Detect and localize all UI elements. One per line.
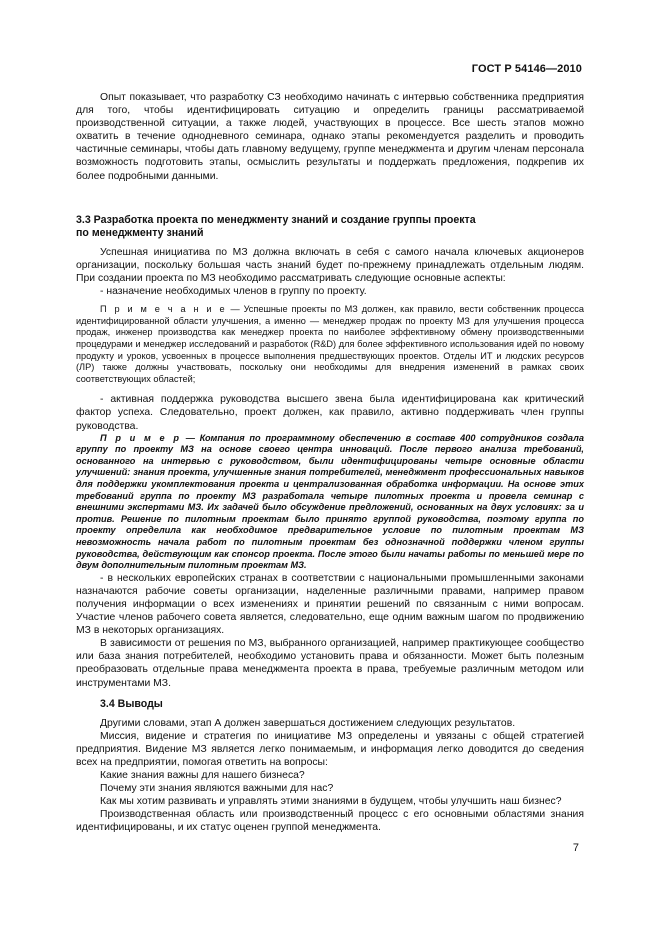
question-1: Какие знания важны для нашего бизнеса? xyxy=(100,770,305,782)
question-2: Почему эти знания являются важными для нас? xyxy=(100,783,334,795)
aspect-item-3: - в нескольких европейских странах в соответствии с национальными промышленными законами назначаются рабочие советы организации, наделенные различными правами, например правом получения информации о всех изменениях и принятии решений по связанным с ними вопросам. Участие членов рабочего совета является, следовательно, еще одним важным шагом по продвижению МЗ в некоторых организациях. xyxy=(76,572,584,637)
section-3-3-title-line2: по менеджменту знаний xyxy=(76,226,204,239)
section-3-4-paragraph-2: Миссия, видение и стратегия по инициативе МЗ определены и увязаны с общей стратегией предприятия. Видение МЗ является легко понимаемым, и информация легко доводится до сведения всех на предприятии, помогая ответить на вопросы: xyxy=(76,730,584,768)
page-number: 7 xyxy=(572,842,579,854)
page-content xyxy=(76,91,584,835)
section-3-3-heading xyxy=(76,214,584,240)
section-3-3-title-line1: 3.3 Разработка проекта по менеджменту знаний и создание группы проекта xyxy=(76,213,476,226)
note-block xyxy=(76,304,584,385)
section-3-4-title: 3.4 Выводы xyxy=(100,697,163,710)
standard-header: ГОСТ Р 54146—2010 xyxy=(471,63,582,75)
note-text: — Успешные проекты по МЗ должен, как правило, вести собственник процесса идентифицированной области улучшения, а именно — менеджер продаж по проекту МЗ для улучшения процесса продаж, инженер производства как менеджер проекта по наиболее эффективному обмену производственными процедурами и менеджер исследований и разработок (R&D) для более эффективного использования идей по новому продукту и уроков, усвоенных в процессе выполнения предшествующих проектов. Отделы ИТ и людских ресурсов (ЛР) также должны участвовать, поскольку они необходимы для внедрения изменений в рамках своих соответствующих областей; xyxy=(76,304,584,384)
intro-paragraph: Опыт показывает, что разработку СЗ необходимо начинать с интервью собственника предприятия для того, чтобы идентифицировать ситуацию и определить границы рассматриваемой производственной ситуации, а также людей, участвующих в процессе. Все шесть этапов можно охватить в течение однодневного семинара, однако этапы рекомендуется разделить и проводить частичные семинары, чтобы дать главному ведущему, группе менеджмента и другим членам персонала возможность подготовить этапы, осмыслить результаты и поддержать предложения, подкрепив их более подробными данными. xyxy=(76,92,584,182)
aspect-item-1: - назначение необходимых членов в группу по проекту. xyxy=(100,286,367,298)
section-3-4-paragraph-3: Производственная область или производственный процесс с его основными областями знания идентифицированы, и их статус оценен группой менеджмента. xyxy=(76,809,584,834)
section-3-3-paragraph-2: В зависимости от решения по МЗ, выбранного организацией, например практикующее сообщество или база знания потребителей, необходимо установить права и обязанности. Может быть полезным преобразовать отдельные права менеджмента проекта в права, требуемые различным методом или инструментами МЗ. xyxy=(76,638,584,689)
section-3-3-paragraph-1: Успешная инициатива по МЗ должна включать в себя с самого начала ключевых акционеров организации, поскольку большая часть знаний будет по-прежнему принадлежать отдельным людям. При создании проекта по МЗ необходимо рассматривать следующие основные аспекты: xyxy=(76,246,584,285)
example-label: П р и м е р xyxy=(100,432,181,443)
example-block xyxy=(76,433,584,572)
aspect-item-2: - активная поддержка руководства высшего звена была идентифицирована как критический фактор успеха. Следовательно, проект должен, как правило, активно поддерживать член группы руководства. xyxy=(76,394,584,432)
section-3-4-paragraph-1: Другими словами, этап А должен завершаться достижением следующих результатов. xyxy=(100,717,516,729)
example-text: — Компания по программному обеспечению в составе 400 сотрудников создала группу по проекту МЗ на основе своего центра инноваций. После первого анализа требований, основанного на интервью с руководством, были идентифицированы четыре основные области улучшений: знания проекта, улучшенные знания потребителей, менеджмент профессиональных навыков для поддержки укомплектования проекта и централизованная обработка информации. На основе этих требований группа по проекту МЗ разработала четыре пилотных проекта и провела семинар с внешними экспертами МЗ. Их задачей было обсуждение предложений, основанных на двух условиях: за и против. Решение по пилотным проектам было принято группой руководства, поэтому группа по проекту определила как необходимое предварительное условие по пилотным проектам МЗ невозможность начала работ по пилотным проектам без однозначной поддержки членом группы руководства, действующим как спонсор проекта. После этого были начаты работы по меньшей мере по двум дополнительным пилотным проектам МЗ. xyxy=(76,432,584,571)
question-3: Как мы хотим развивать и управлять этими знаниями в будущем, чтобы улучшить наш бизнес? xyxy=(100,796,562,808)
note-label: П р и м е ч а н и е xyxy=(100,304,227,315)
